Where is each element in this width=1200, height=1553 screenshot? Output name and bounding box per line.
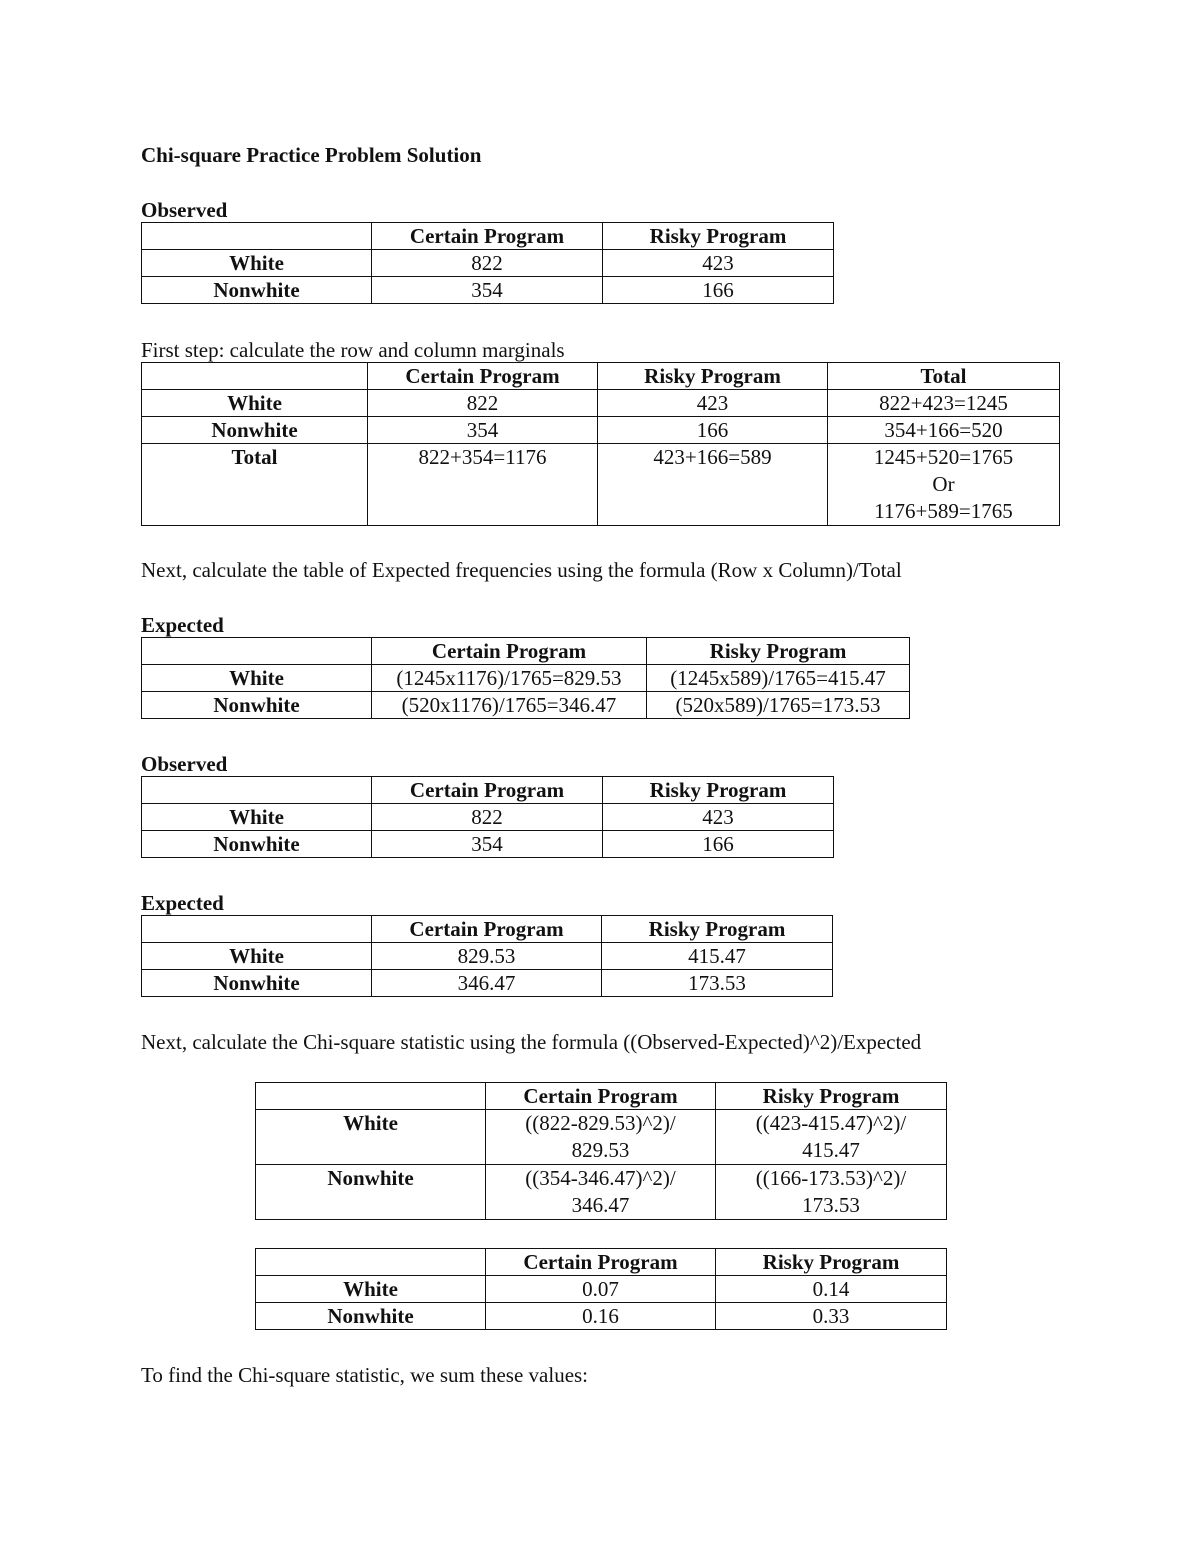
table-row <box>142 390 1060 417</box>
table-cell: 822 <box>368 390 598 417</box>
expected-formula-table <box>141 637 910 719</box>
row-label: Nonwhite <box>142 417 368 444</box>
document-title: Chi-square Practice Problem Solution <box>141 143 482 167</box>
table-cell: 0.33 <box>716 1303 947 1330</box>
step1-text: First step: calculate the row and column marginals <box>141 338 565 362</box>
table-cell <box>486 1110 716 1165</box>
table-cell: 423 <box>603 250 834 277</box>
formula-line: 829.53 <box>571 1138 630 1162</box>
header-cell: Risky Program <box>598 363 828 390</box>
formula-line: ((166-173.53)^2)/ <box>755 1166 907 1190</box>
row-label: Nonwhite <box>142 277 372 304</box>
expected-label: Expected <box>141 891 224 915</box>
expected-label: Expected <box>141 613 224 637</box>
row-label: Nonwhite <box>142 692 372 719</box>
header-cell: Risky Program <box>716 1083 947 1110</box>
row-label: Nonwhite <box>256 1303 486 1330</box>
table-row <box>142 804 834 831</box>
row-label: White <box>142 390 368 417</box>
table-cell: 354 <box>372 831 603 858</box>
expected-table <box>141 915 833 997</box>
row-label: Nonwhite <box>256 1165 486 1220</box>
table-row <box>142 970 833 997</box>
observed-table <box>141 776 834 858</box>
row-label: White <box>142 665 372 692</box>
header-cell <box>142 916 372 943</box>
formula-line: ((423-415.47)^2)/ <box>755 1111 907 1135</box>
table-cell: 0.07 <box>486 1276 716 1303</box>
table-cell: 166 <box>603 831 834 858</box>
header-cell: Certain Program <box>372 777 603 804</box>
table-row <box>142 943 833 970</box>
table-header-row <box>142 363 1060 390</box>
table-row-total <box>142 444 1060 526</box>
header-cell: Certain Program <box>372 916 602 943</box>
row-label: White <box>256 1276 486 1303</box>
chi-square-results-table <box>255 1248 947 1330</box>
table-cell: 423 <box>598 390 828 417</box>
table-header-row <box>142 223 834 250</box>
formula-line: 173.53 <box>802 1193 860 1217</box>
table-cell: 423 <box>603 804 834 831</box>
observed-label: Observed <box>141 198 228 222</box>
table-cell: 822 <box>372 804 603 831</box>
step3-text: Next, calculate the Chi-square statistic using the formula ((Observed-Expected)^2)/Expected <box>141 1030 922 1054</box>
table-cell: 166 <box>603 277 834 304</box>
header-cell: Risky Program <box>603 223 834 250</box>
header-cell <box>142 363 368 390</box>
header-cell: Certain Program <box>486 1083 716 1110</box>
table-cell: (520x1176)/1765=346.47 <box>372 692 647 719</box>
grand-total-line: Or <box>932 472 955 496</box>
table-header-row <box>256 1083 947 1110</box>
table-cell: 822+423=1245 <box>828 390 1060 417</box>
row-label: White <box>142 804 372 831</box>
table-row <box>142 250 834 277</box>
row-label: Nonwhite <box>142 831 372 858</box>
observed-table <box>141 222 834 304</box>
row-label: Total <box>142 444 368 526</box>
formula-line: 415.47 <box>802 1138 860 1162</box>
header-cell: Risky Program <box>716 1249 947 1276</box>
table-cell: (1245x589)/1765=415.47 <box>647 665 910 692</box>
table-header-row <box>142 916 833 943</box>
header-cell: Total <box>828 363 1060 390</box>
table-cell: 423+166=589 <box>598 444 828 526</box>
table-row <box>142 277 834 304</box>
header-cell: Certain Program <box>372 638 647 665</box>
table-cell <box>716 1110 947 1165</box>
header-cell: Certain Program <box>372 223 603 250</box>
row-label: Nonwhite <box>142 970 372 997</box>
table-header-row <box>256 1249 947 1276</box>
formula-line: ((822-829.53)^2)/ <box>525 1111 676 1135</box>
row-label: White <box>142 943 372 970</box>
row-label: White <box>256 1110 486 1165</box>
final-text: To find the Chi-square statistic, we sum these values: <box>141 1363 589 1387</box>
table-row <box>256 1276 947 1303</box>
header-cell <box>256 1083 486 1110</box>
table-cell: 173.53 <box>602 970 833 997</box>
grand-total-line: 1245+520=1765 <box>873 445 1014 469</box>
header-cell <box>256 1249 486 1276</box>
table-header-row <box>142 777 834 804</box>
table-cell: 822 <box>372 250 603 277</box>
observed-label: Observed <box>141 752 228 776</box>
grand-total-line: 1176+589=1765 <box>874 499 1013 523</box>
table-row <box>142 417 1060 444</box>
header-cell <box>142 638 372 665</box>
table-row <box>256 1165 947 1220</box>
table-cell: (520x589)/1765=173.53 <box>647 692 910 719</box>
table-row <box>142 831 834 858</box>
formula-line: 346.47 <box>571 1193 630 1217</box>
table-cell: 346.47 <box>372 970 602 997</box>
table-row <box>142 692 910 719</box>
header-cell: Risky Program <box>647 638 910 665</box>
table-cell-grand-total <box>828 444 1060 526</box>
header-cell: Risky Program <box>602 916 833 943</box>
row-label: White <box>142 250 372 277</box>
header-cell: Certain Program <box>486 1249 716 1276</box>
table-cell: 166 <box>598 417 828 444</box>
header-cell: Risky Program <box>603 777 834 804</box>
table-cell: 354 <box>368 417 598 444</box>
formula-line: ((354-346.47)^2)/ <box>525 1166 676 1190</box>
table-row <box>256 1110 947 1165</box>
header-cell: Certain Program <box>368 363 598 390</box>
chi-square-formula-table <box>255 1082 947 1220</box>
table-cell: 822+354=1176 <box>368 444 598 526</box>
marginals-table <box>141 362 1060 526</box>
table-row <box>256 1303 947 1330</box>
header-cell <box>142 777 372 804</box>
table-cell <box>716 1165 947 1220</box>
table-cell: 0.16 <box>486 1303 716 1330</box>
table-cell: 415.47 <box>602 943 833 970</box>
step2-text: Next, calculate the table of Expected frequencies using the formula (Row x Column)/Total <box>141 558 902 582</box>
table-row <box>142 665 910 692</box>
table-cell: (1245x1176)/1765=829.53 <box>372 665 647 692</box>
table-cell: 829.53 <box>372 943 602 970</box>
table-cell: 354 <box>372 277 603 304</box>
table-cell: 354+166=520 <box>828 417 1060 444</box>
table-cell <box>486 1165 716 1220</box>
header-cell <box>142 223 372 250</box>
table-header-row <box>142 638 910 665</box>
table-cell: 0.14 <box>716 1276 947 1303</box>
